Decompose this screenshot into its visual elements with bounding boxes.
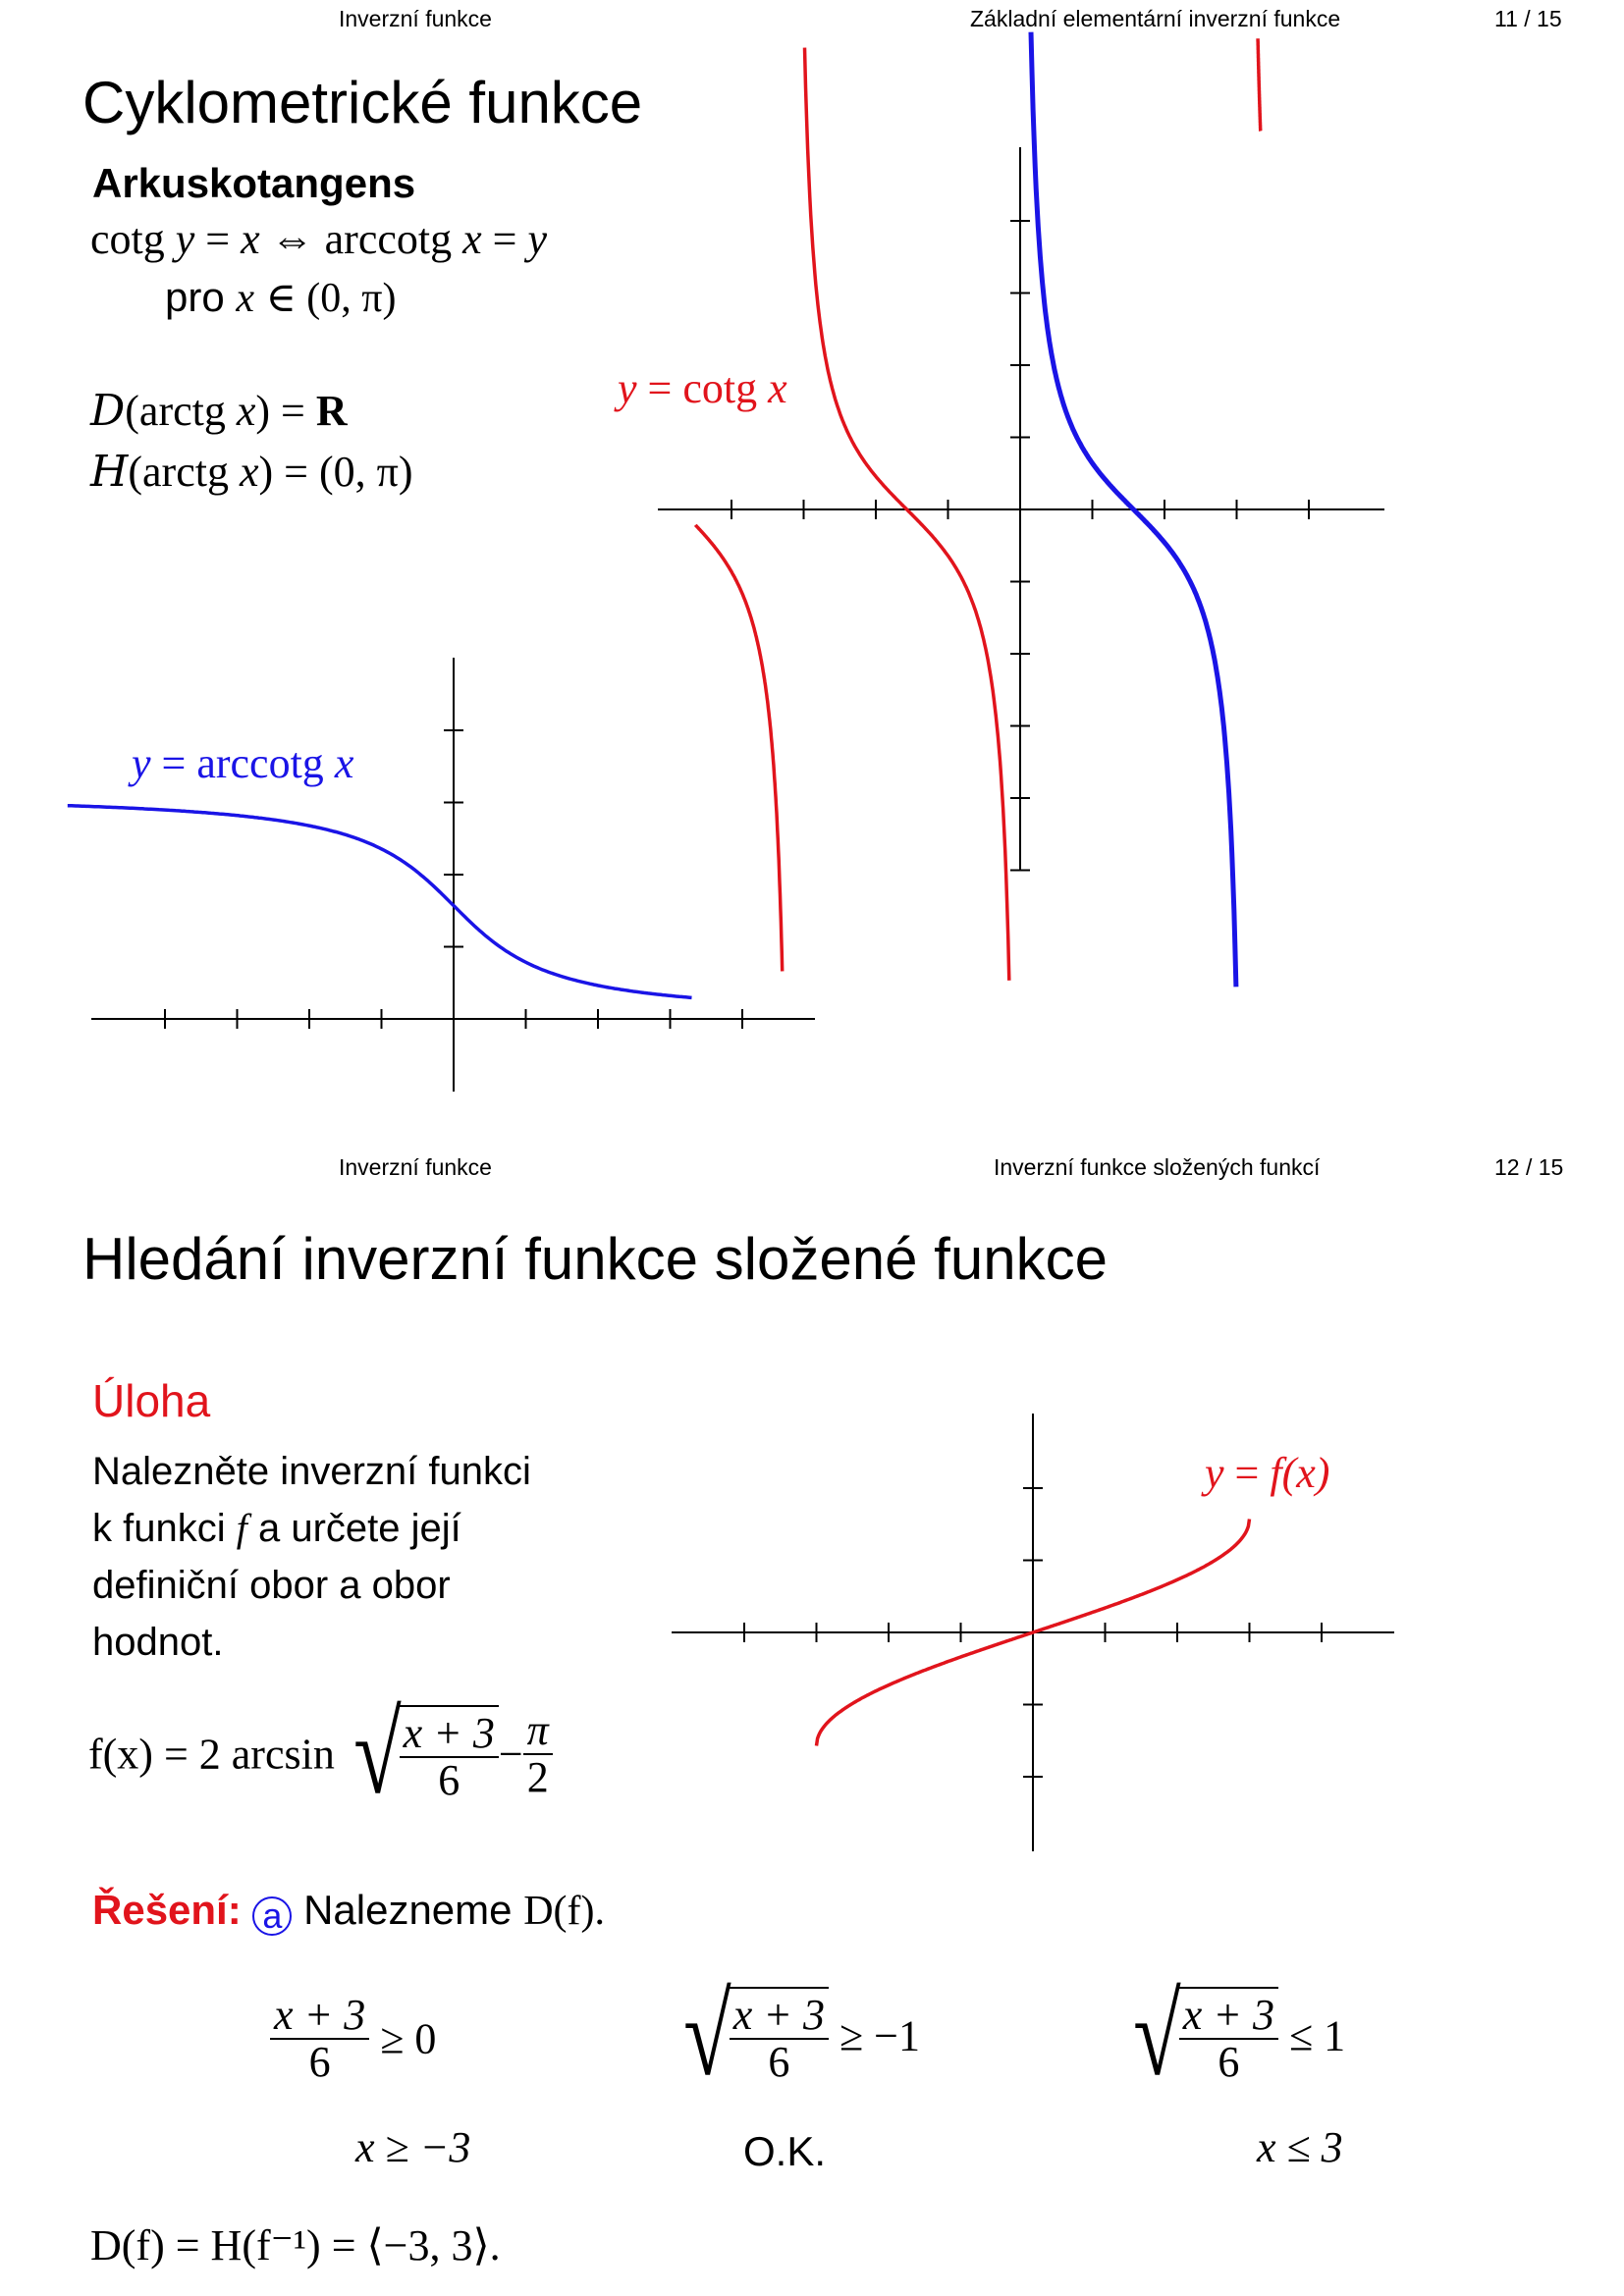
- cotg-branch: [695, 525, 782, 972]
- cotg-label: y = cotg x: [618, 364, 787, 412]
- condition-2: √ $\frac{x + 3}{6}$ ≥ −1: [683, 1971, 920, 2100]
- condition-3-result: x ≤ 3: [1257, 2123, 1343, 2171]
- header-section-title: Inverzní funkce: [339, 6, 492, 31]
- arccotg-curve: [68, 806, 692, 998]
- arccotg-label: y = arccotg x: [132, 739, 354, 787]
- domain-condition: pro x ∈ (0, π): [165, 274, 397, 321]
- cotg-branch: [805, 48, 1009, 981]
- function-definition: f(x) = 2 arcsin √ $\frac{x + 3}{6}$ − $\frac{\pi}{2}$: [88, 1696, 553, 1812]
- page-number: 11 / 15: [1494, 6, 1562, 31]
- slide-title: Hledání inverzní funkce složené funkce: [82, 1226, 1108, 1292]
- definition-formula: cotg y = x ⇔ arccotg x = y: [90, 215, 548, 263]
- f-plot: [0, 1148, 1624, 2296]
- header-section-title: Inverzní funkce: [339, 1154, 492, 1180]
- subtitle: Arkuskotangens: [92, 160, 416, 206]
- conclusion: D(f) = H(f⁻¹) = ⟨−3, 3⟩.: [90, 2221, 501, 2269]
- solution-label: Řešení:: [92, 1887, 242, 1933]
- header-subsection-title: Inverzní funkce složených funkcí: [994, 1154, 1321, 1180]
- solution-line: Řešení: a Nalezneme D(f).: [92, 1887, 605, 1936]
- f-label: y = f(x): [1205, 1449, 1330, 1497]
- task-line: k funkci f a určete její: [92, 1506, 461, 1550]
- task-line: Nalezněte inverzní funkci: [92, 1450, 531, 1493]
- cotg-branch: [1258, 38, 1261, 131]
- task-line: definiční obor a obor: [92, 1564, 451, 1607]
- slide-title: Cyklometrické funkce: [82, 70, 643, 135]
- condition-1-result: x ≥ −3: [355, 2123, 471, 2171]
- task-line: hodnot.: [92, 1621, 224, 1664]
- condition-3: √ $\frac{x + 3}{6}$ ≤ 1: [1133, 1971, 1346, 2100]
- cotg-plot-axes: [658, 147, 1384, 871]
- arccotg-plot-axes: [91, 658, 815, 1092]
- task-heading: Úloha: [92, 1375, 211, 1426]
- condition-2-result: O.K.: [743, 2128, 827, 2174]
- step-marker: a: [252, 1896, 292, 1936]
- condition-1: $\frac{x + 3}{6}$ ≥ 0: [270, 1993, 436, 2085]
- header-subsection-title: Základní elementární inverzní funkce: [970, 6, 1341, 31]
- slide-12: [0, 1148, 1624, 2296]
- range-statement: H(arctg x) = (0, π): [90, 447, 413, 497]
- page-number: 12 / 15: [1494, 1154, 1564, 1180]
- domain-statement: D(arctg x) = R: [90, 386, 348, 436]
